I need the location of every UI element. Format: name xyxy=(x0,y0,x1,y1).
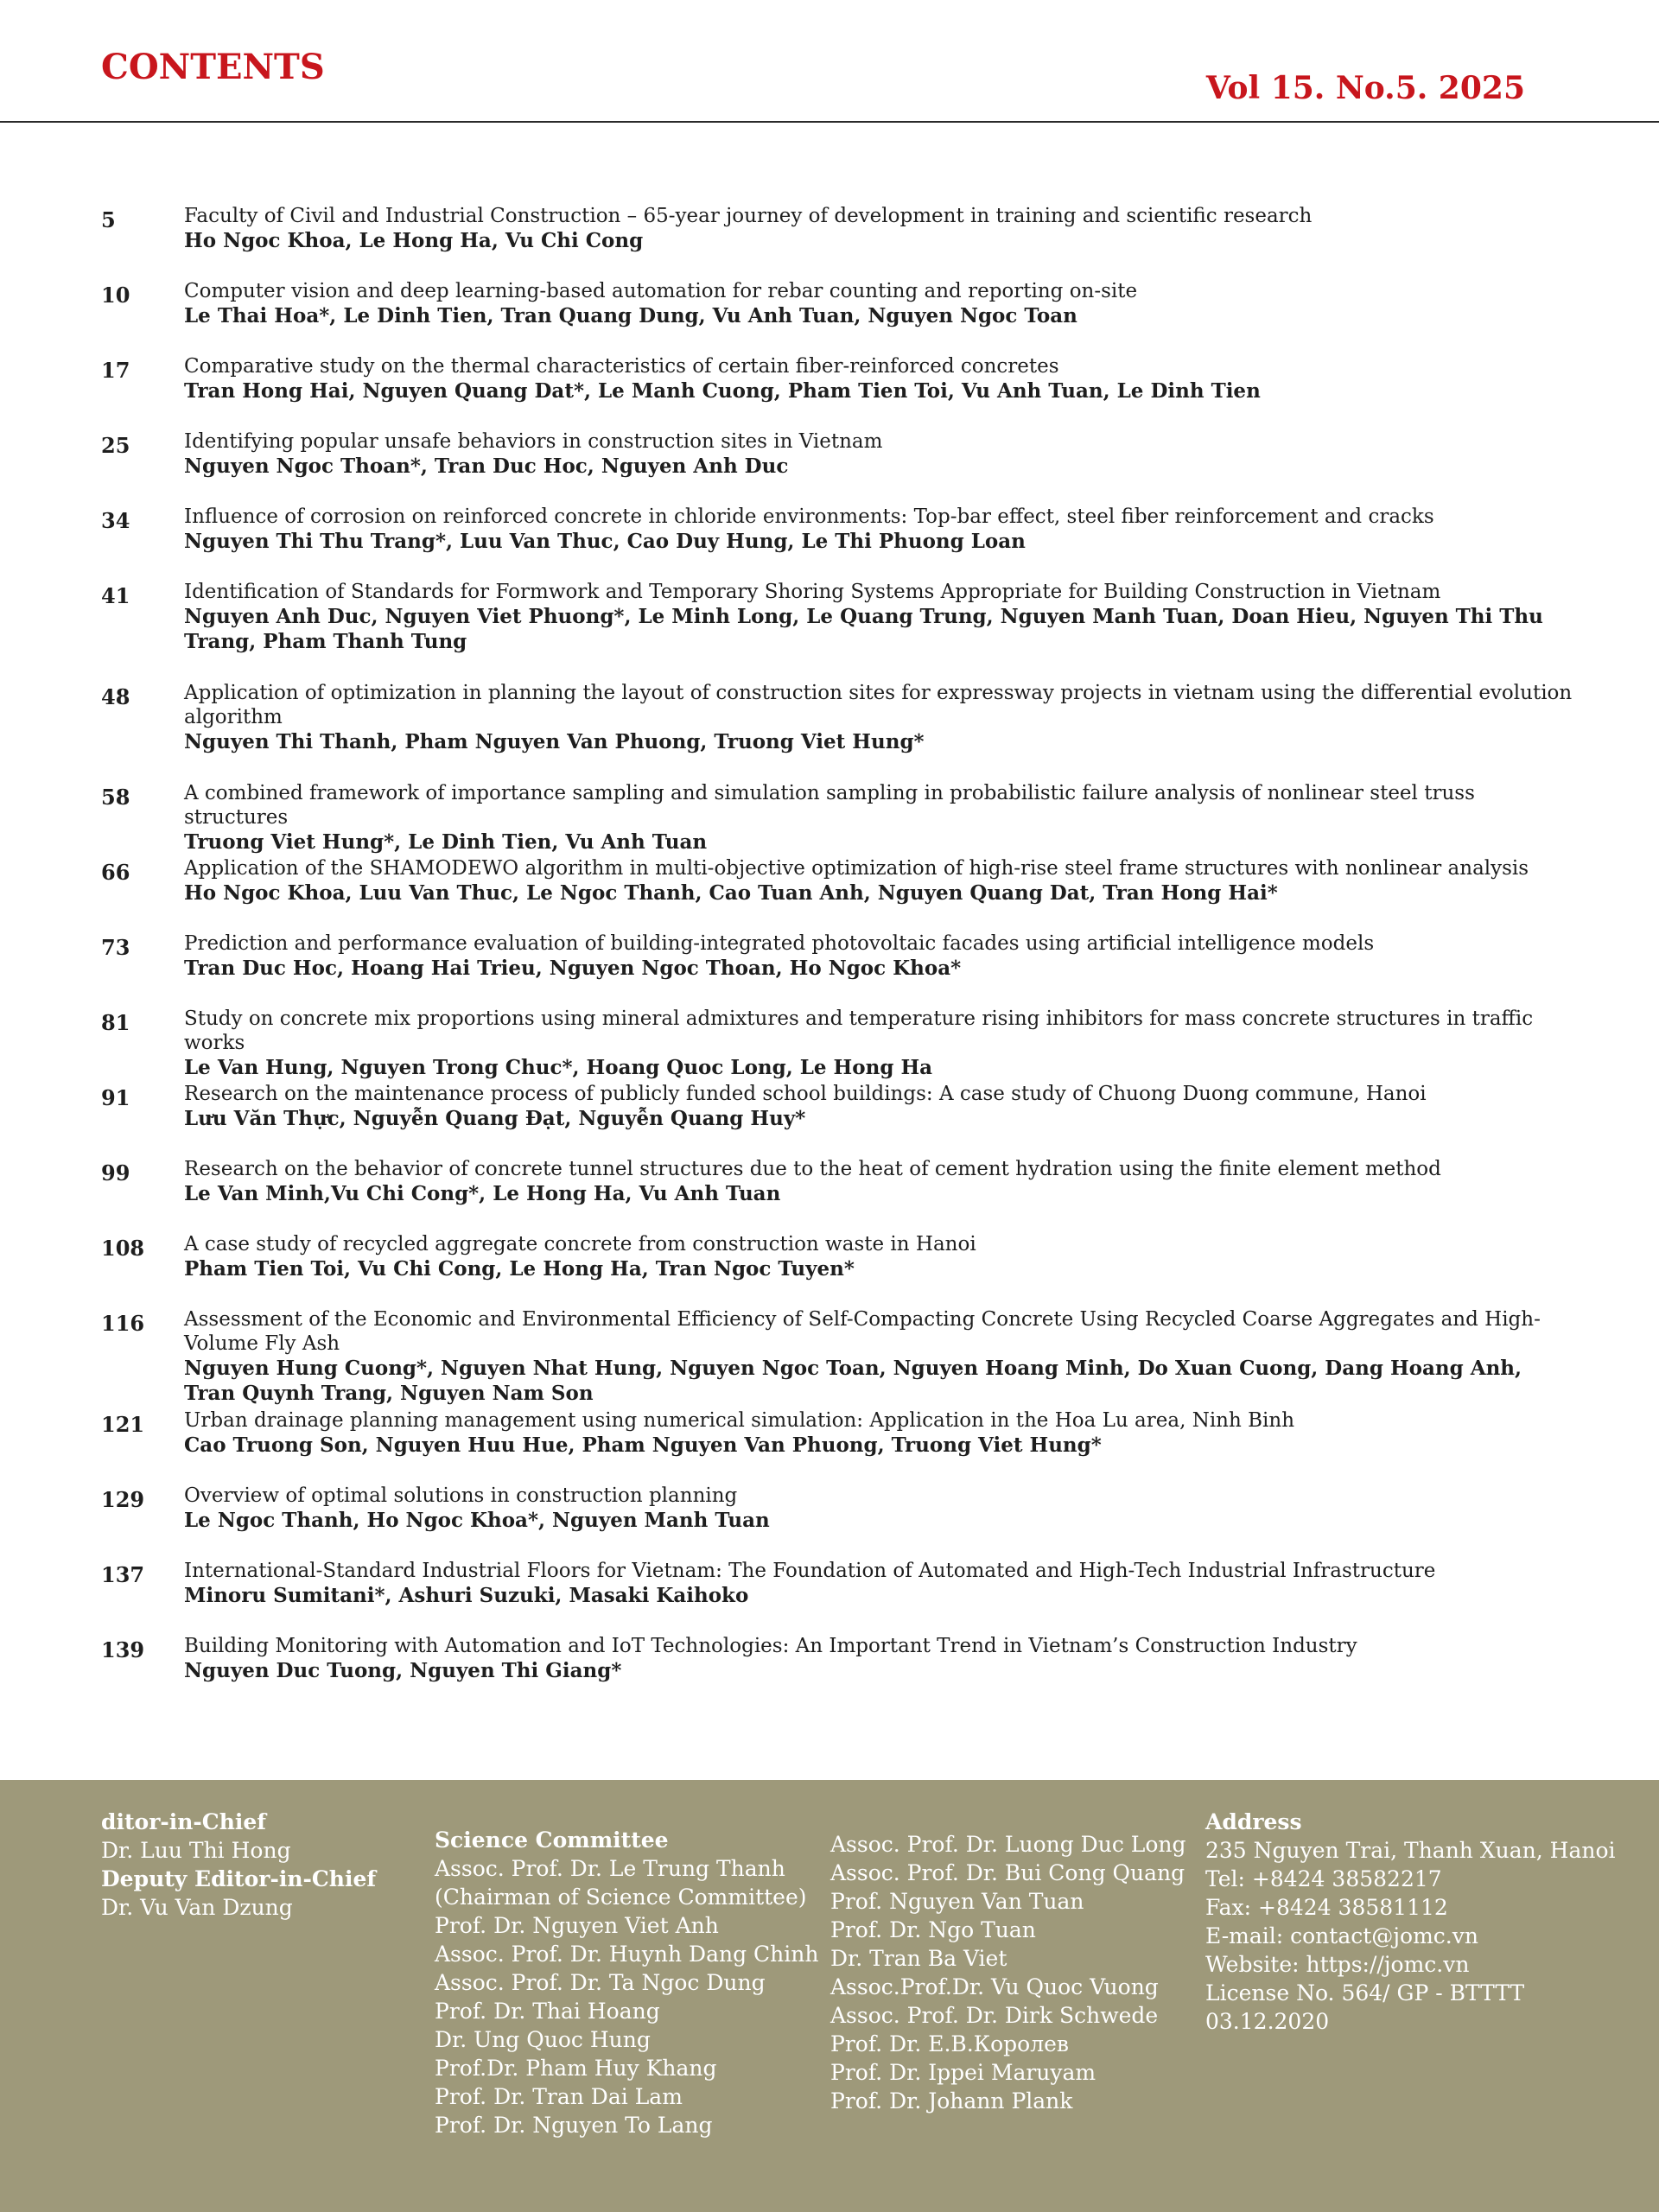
toc-text xyxy=(184,1408,1575,1458)
toc-text xyxy=(184,1484,1575,1533)
toc-text xyxy=(184,1157,1575,1206)
committee-member: Assoc. Prof. Dr. Dirk Schwede xyxy=(830,2003,1159,2028)
toc-page-number: 108 xyxy=(101,1236,145,1261)
article-title: Faculty of Civil and Industrial Construction – 65-year journey of development in training and scientific research xyxy=(184,205,1313,227)
deputy-editor-name: Dr. Vu Van Dzung xyxy=(101,1895,293,1920)
article-authors: Pham Tien Toi, Vu Chi Cong, Le Hong Ha, Tran Ngoc Tuyen* xyxy=(184,1257,855,1281)
toc-page-number: 137 xyxy=(101,1562,145,1587)
article-authors: Ho Ngoc Khoa, Le Hong Ha, Vu Chi Cong xyxy=(184,229,644,252)
toc-text xyxy=(184,505,1575,554)
toc-text xyxy=(184,1307,1575,1406)
article-authors: Tran Duc Hoc, Hoang Hai Trieu, Nguyen Ngoc Thoan, Ho Ngoc Khoa* xyxy=(184,957,962,980)
toc-page-number: 10 xyxy=(101,283,130,308)
article-title: Comparative study on the thermal characteristics of certain fiber-reinforced concretes xyxy=(184,355,1059,378)
article-authors: Nguyen Hung Cuong*, Nguyen Nhat Hung, Nguyen Ngoc Toan, Nguyen Hoang Minh, Do Xuan Cuong, Dang Hoang Anh, Tran Quynh Trang, Nguyen Nam Son xyxy=(184,1357,1522,1405)
committee-member: Prof. Dr. Thai Hoang xyxy=(435,1999,660,2024)
committee-member: Assoc. Prof. Dr. Bui Cong Quang xyxy=(830,1860,1185,1885)
committee-member: Prof. Dr. Ippei Maruyam xyxy=(830,2060,1096,2085)
toc-text xyxy=(184,580,1575,654)
address-line: License No. 564/ GP - BTTTT xyxy=(1205,1980,1525,2005)
committee-member: Assoc. Prof. Dr. Ta Ngoc Dung xyxy=(435,1970,766,1995)
address-label: Address xyxy=(1205,1809,1302,1834)
committee-member: (Chairman of Science Committee) xyxy=(435,1885,807,1910)
article-authors: Nguyen Thi Thu Trang*, Luu Van Thuc, Cao Duy Hung, Le Thi Phuong Loan xyxy=(184,530,1026,553)
volume-label: Vol 15. No.5. 2025 xyxy=(1205,70,1525,106)
toc-text xyxy=(184,429,1575,479)
toc-text xyxy=(184,1559,1575,1608)
article-title: Overview of optimal solutions in construction planning xyxy=(184,1484,738,1507)
toc-text xyxy=(184,354,1575,404)
editorial-footer xyxy=(0,1780,1659,2212)
article-authors: Truong Viet Hung*, Le Dinh Tien, Vu Anh Tuan xyxy=(184,830,708,854)
article-title: Application of optimization in planning the layout of construction sites for expressway projects in vietnam using the differential evolution algorithm xyxy=(184,682,1573,728)
toc-page-number: 139 xyxy=(101,1637,145,1662)
article-title: A combined framework of importance sampling and simulation sampling in probabilistic failure analysis of nonlinear steel truss structures xyxy=(184,782,1475,829)
article-authors: Tran Hong Hai, Nguyen Quang Dat*, Le Manh Cuong, Pham Tien Toi, Vu Anh Tuan, Le Dinh Tien xyxy=(184,379,1261,403)
article-authors: Nguyen Anh Duc, Nguyen Viet Phuong*, Le Minh Long, Le Quang Trung, Nguyen Manh Tuan, Doan Hieu, Nguyen Thi Thu Trang, Pham Thanh Tung xyxy=(184,605,1543,653)
article-authors: Le Ngoc Thanh, Ho Ngoc Khoa*, Nguyen Manh Tuan xyxy=(184,1509,770,1532)
science-committee-column xyxy=(435,1826,818,2139)
toc-page-number: 91 xyxy=(101,1085,130,1110)
article-title: A case study of recycled aggregate concrete from construction waste in Hanoi xyxy=(184,1233,976,1255)
committee-member: Prof. Dr. Tran Dai Lam xyxy=(435,2084,683,2109)
page-header xyxy=(0,0,1659,123)
article-title: Identification of Standards for Formwork and Temporary Shoring Systems Appropriate for Building Construction in Vietnam xyxy=(184,581,1441,603)
committee-list-b xyxy=(830,1830,1186,2115)
committee-member: Prof. Dr. Johann Plank xyxy=(830,2088,1073,2113)
article-authors: Nguyen Thi Thanh, Pham Nguyen Van Phuong, Truong Viet Hung* xyxy=(184,730,925,753)
address-column xyxy=(1205,1808,1616,2036)
editor-in-chief-label: ditor-in-Chief xyxy=(101,1809,267,1834)
committee-member: Prof. Dr. E.B.Королев xyxy=(830,2031,1069,2056)
toc-page-number: 48 xyxy=(101,684,130,709)
toc-page-number: 66 xyxy=(101,860,130,885)
toc-page-number: 58 xyxy=(101,785,130,810)
article-title: Research on the maintenance process of publicly funded school buildings: A case study of Chuong Duong commune, Hanoi xyxy=(184,1083,1427,1105)
address-line: Fax: +8424 38581112 xyxy=(1205,1895,1448,1920)
toc-text xyxy=(184,279,1575,328)
article-authors: Nguyen Ngoc Thoan*, Tran Duc Hoc, Nguyen Anh Duc xyxy=(184,454,789,478)
toc-page-number: 129 xyxy=(101,1487,145,1512)
deputy-editor-label: Deputy Editor-in-Chief xyxy=(101,1866,377,1891)
editor-in-chief-name: Dr. Luu Thi Hong xyxy=(101,1838,291,1863)
committee-member: Prof. Dr. Nguyen To Lang xyxy=(435,2113,713,2138)
address-lines xyxy=(1205,1836,1616,2036)
article-title: Prediction and performance evaluation of building-integrated photovoltaic facades using artificial intelligence models xyxy=(184,932,1375,955)
toc-page-number: 17 xyxy=(101,358,130,383)
address-line: Tel: +8424 38582217 xyxy=(1205,1866,1442,1891)
committee-member: Prof. Dr. Ngo Tuan xyxy=(830,1917,1036,1942)
toc-page-number: 121 xyxy=(101,1412,145,1437)
article-title: International-Standard Industrial Floors for Vietnam: The Foundation of Automated and High-Tech Industrial Infrastructure xyxy=(184,1560,1436,1582)
toc-text xyxy=(184,1232,1575,1281)
toc-text xyxy=(184,1082,1575,1131)
toc-text xyxy=(184,781,1575,855)
article-authors: Le Van Minh,Vu Chi Cong*, Le Hong Ha, Vu Anh Tuan xyxy=(184,1182,781,1205)
article-title: Assessment of the Economic and Environmental Efficiency of Self-Compacting Concrete Using Recycled Coarse Aggregates and High-Volume Fly Ash xyxy=(184,1308,1541,1355)
toc-text xyxy=(184,856,1575,906)
toc-page-number: 5 xyxy=(101,207,116,232)
toc-text xyxy=(184,681,1575,754)
article-title: Building Monitoring with Automation and IoT Technologies: An Important Trend in Vietnam’s Construction Industry xyxy=(184,1635,1357,1657)
address-line: 235 Nguyen Trai, Thanh Xuan, Hanoi xyxy=(1205,1838,1616,1863)
toc-page-number: 99 xyxy=(101,1160,130,1185)
committee-member: Assoc. Prof. Dr. Luong Duc Long xyxy=(830,1832,1186,1857)
article-authors: Ho Ngoc Khoa, Luu Van Thuc, Le Ngoc Thanh, Cao Tuan Anh, Nguyen Quang Dat, Tran Hong Hai* xyxy=(184,881,1278,905)
toc-page-number: 116 xyxy=(101,1311,145,1336)
toc-page-number: 41 xyxy=(101,583,130,608)
committee-member: Dr. Tran Ba Viet xyxy=(830,1946,1007,1971)
committee-member: Assoc. Prof. Dr. Huynh Dang Chinh xyxy=(435,1942,819,1967)
committee-list-a xyxy=(435,1854,818,2139)
toc-text xyxy=(184,931,1575,981)
toc-text xyxy=(184,1007,1575,1080)
committee-member: Prof. Nguyen Van Tuan xyxy=(830,1889,1084,1914)
address-line: 03.12.2020 xyxy=(1205,2009,1330,2034)
article-title: Computer vision and deep learning-based automation for rebar counting and reporting on-site xyxy=(184,280,1138,302)
address-line: E-mail: contact@jomc.vn xyxy=(1205,1923,1478,1948)
article-title: Study on concrete mix proportions using mineral admixtures and temperature rising inhibitors for mass concrete structures in traffic works xyxy=(184,1007,1534,1054)
committee-member: Prof. Dr. Nguyen Viet Anh xyxy=(435,1913,719,1938)
toc-page-number: 25 xyxy=(101,433,130,458)
article-authors: Le Thai Hoa*, Le Dinh Tien, Tran Quang Dung, Vu Anh Tuan, Nguyen Ngoc Toan xyxy=(184,304,1077,327)
article-title: Influence of corrosion on reinforced concrete in chloride environments: Top-bar effect, steel fiber reinforcement and cracks xyxy=(184,505,1434,528)
toc-page-number: 34 xyxy=(101,508,130,533)
editors-column xyxy=(101,1808,376,1922)
committee-member: Assoc.Prof.Dr. Vu Quoc Vuong xyxy=(830,1974,1159,1999)
article-title: Identifying popular unsafe behaviors in construction sites in Vietnam xyxy=(184,430,883,453)
science-committee-label: Science Committee xyxy=(435,1827,669,1853)
toc-page-number: 73 xyxy=(101,935,130,960)
article-authors: Le Van Hung, Nguyen Trong Chuc*, Hoang Quoc Long, Le Hong Ha xyxy=(184,1056,933,1079)
contents-heading: CONTENTS xyxy=(101,47,325,87)
science-committee-column-2 xyxy=(830,1830,1186,2115)
article-title: Application of the SHAMODEWO algorithm in multi-objective optimization of high-rise steel frame structures with nonlinear analysis xyxy=(184,857,1529,880)
article-authors: Minoru Sumitani*, Ashuri Suzuki, Masaki Kaihoko xyxy=(184,1584,749,1607)
article-authors: Cao Truong Son, Nguyen Huu Hue, Pham Nguyen Van Phuong, Truong Viet Hung* xyxy=(184,1433,1102,1457)
article-title: Urban drainage planning management using numerical simulation: Application in the Hoa Lu area, Ninh Binh xyxy=(184,1409,1295,1432)
committee-member: Assoc. Prof. Dr. Le Trung Thanh xyxy=(435,1856,785,1881)
article-authors: Nguyen Duc Tuong, Nguyen Thi Giang* xyxy=(184,1659,622,1682)
committee-member: Prof.Dr. Pham Huy Khang xyxy=(435,2056,717,2081)
committee-member: Dr. Ung Quoc Hung xyxy=(435,2027,651,2052)
toc-text xyxy=(184,1634,1575,1683)
toc-page-number: 81 xyxy=(101,1010,130,1035)
article-title: Research on the behavior of concrete tunnel structures due to the heat of cement hydration using the finite element method xyxy=(184,1158,1441,1180)
toc-text xyxy=(184,204,1575,253)
address-line: Website: https://jomc.vn xyxy=(1205,1952,1470,1977)
article-authors: Lưu Văn Thực, Nguyễn Quang Đạt, Nguyễn Quang Huy* xyxy=(184,1107,806,1130)
